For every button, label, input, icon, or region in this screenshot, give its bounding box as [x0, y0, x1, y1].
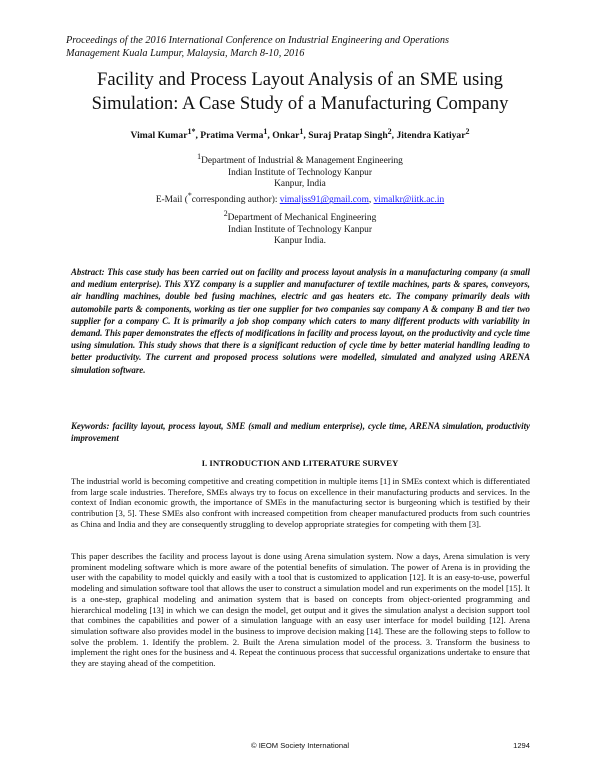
- keywords-paragraph: Keywords: facility layout, process layout, SME (small and medium enterprise), cycle time, ARENA simulation, productivity improvement: [71, 421, 530, 444]
- footer-page-number: 1294: [513, 741, 530, 750]
- body-paragraph-2: This paper describes the facility and process layout is done using Arena simulation system. Now a days, Arena simulation is very prominent modeling software which is more aware of the potential benefits of simulation. The power of Arena is in providing the user with the capability to model quickly and easily with a tool that is customized to application [12]. It is an easy-to-use, powerful modeling and simulation software tool that allows the user to construct a simulation model and run experiments on the model [15]. It is a one-step, graphical modeling and animation system that is based on concepts from object-oriented programming and hierarchical modeling [13] in which we can design the model, get output and it gives the simulation analyst a decision support tool that combines the capabilities and power of a simulation language with an easy user interface for model building [12]. Arena simulation software also provides model in the business to improve decision making [14]. These are the following steps to follow to solve the problem. 1. Identify the problem. 2. Built the Arena simulation model of the process. 3. Transform the business to implement the right ones for the business and 4. Repeat the continuous process that successful organizations undertake to ensure that they are staying ahead of the competition.: [71, 551, 530, 669]
- email-link-2[interactable]: vimalkr@iitk.ac.in: [373, 195, 445, 206]
- author-name: Suraj Pratap Singh: [308, 130, 388, 142]
- email-sup: *: [187, 191, 192, 201]
- affiliation-1-dept-text: Department of Industrial & Management Engineering: [201, 156, 403, 167]
- affiliation-1-institute: Indian Institute of Technology Kanpur: [228, 167, 372, 178]
- affiliation-1: [100, 151, 500, 207]
- email-label: corresponding author):: [191, 195, 280, 206]
- author-name: Onkar: [272, 130, 300, 142]
- affiliation-2-city: Kanpur India.: [273, 235, 327, 246]
- corresponding-email: [100, 190, 500, 207]
- author-sup: 1: [299, 127, 304, 136]
- affiliation-1-city: Kanpur, India: [274, 178, 326, 189]
- paper-title: [50, 68, 550, 116]
- affiliation-2-institute: Indian Institute of Technology Kanpur: [228, 224, 372, 235]
- affiliation-2-dept-text: Department of Mechanical Engineering: [227, 213, 377, 224]
- section-heading: I. INTRODUCTION AND LITERATURE SURVEY: [201, 458, 399, 468]
- author-name: Vimal Kumar: [130, 130, 188, 142]
- author-sup: 2: [387, 127, 392, 136]
- email-link-1[interactable]: vimaljss91@gmail.com: [279, 195, 369, 206]
- proceedings-line-2: Management Kuala Lumpur, Malaysia, March 8-10, 2016: [66, 47, 305, 59]
- body-paragraph-1: The industrial world is becoming competitive and creating competition in multiple items [1] in SMEs context which is differentiated from large scale industries. Therefore, SMEs always try to focus on excellence in their manufacturing products and services. In the context of Indian economic growth, the importance of SMEs in the manufacturing sector is burgeoning which is testified by their contribution [3, 5]. These SMEs also confront with increased competition from cheaper manufactured products from such countries as China and India and they are consequently struggling to develop appropriate strategies for competing with them [3].: [71, 476, 530, 529]
- author-name: Jitendra Katiyar: [396, 130, 466, 142]
- affiliation-2-sup: 2: [223, 209, 228, 218]
- abstract-paragraph: Abstract: This case study has been carried out on facility and process layout analysis in a manufacturing company (a small and medium enterprise). This XYZ company is a supplier and manufacturer of textile machines, parts & spares, conveyors, air handling machines, double bed fusing machines, electric and gas heaters etc. The company primarily deals with automobile parts & components, working as tier one supplier for two companies say company A & company B and tier two supplier for a company C. It is primarily a job shop company which caters to many different products with variability in demand. This paper demonstrates the effects of modifications in facility and process layout, on the productivity and cycle time using simulation. This study shows that there is a significant reduction of cycle time by better material handling leading to better productivity. The current and proposed process solutions were modelled, simulated and analyzed using ARENA simulation software.: [71, 267, 530, 375]
- footer-society: © IEOM Society International: [250, 741, 350, 750]
- title-line-2: Simulation: A Case Study of a Manufacturing Company: [91, 93, 509, 114]
- author-sup: 2: [465, 127, 470, 136]
- author-list: Vimal Kumar$^{1*}$, Pratima Verma$^1$, Onkar$^1$, Suraj Pratap Singh$^2$, Jitendra Katiyar$^2$: [130, 127, 470, 142]
- email-separator: ,: [368, 195, 374, 206]
- author-name: Pratima Verma: [200, 130, 264, 142]
- affiliation-1-dept: [100, 151, 500, 168]
- author-sup: 1: [263, 127, 268, 136]
- affiliation-1-sup: 1: [197, 152, 202, 161]
- title-line-1: Facility and Process Layout Analysis of an SME using: [97, 69, 503, 90]
- proceedings-header: [66, 35, 536, 60]
- author-sup: 1*: [187, 127, 196, 136]
- affiliation-2-dept: [100, 208, 500, 225]
- affiliation-2: [100, 208, 500, 247]
- proceedings-line-1: Proceedings of the 2016 International Conference on Industrial Engineering and Operations: [66, 35, 450, 46]
- email-prefix: E-Mail (: [155, 195, 188, 206]
